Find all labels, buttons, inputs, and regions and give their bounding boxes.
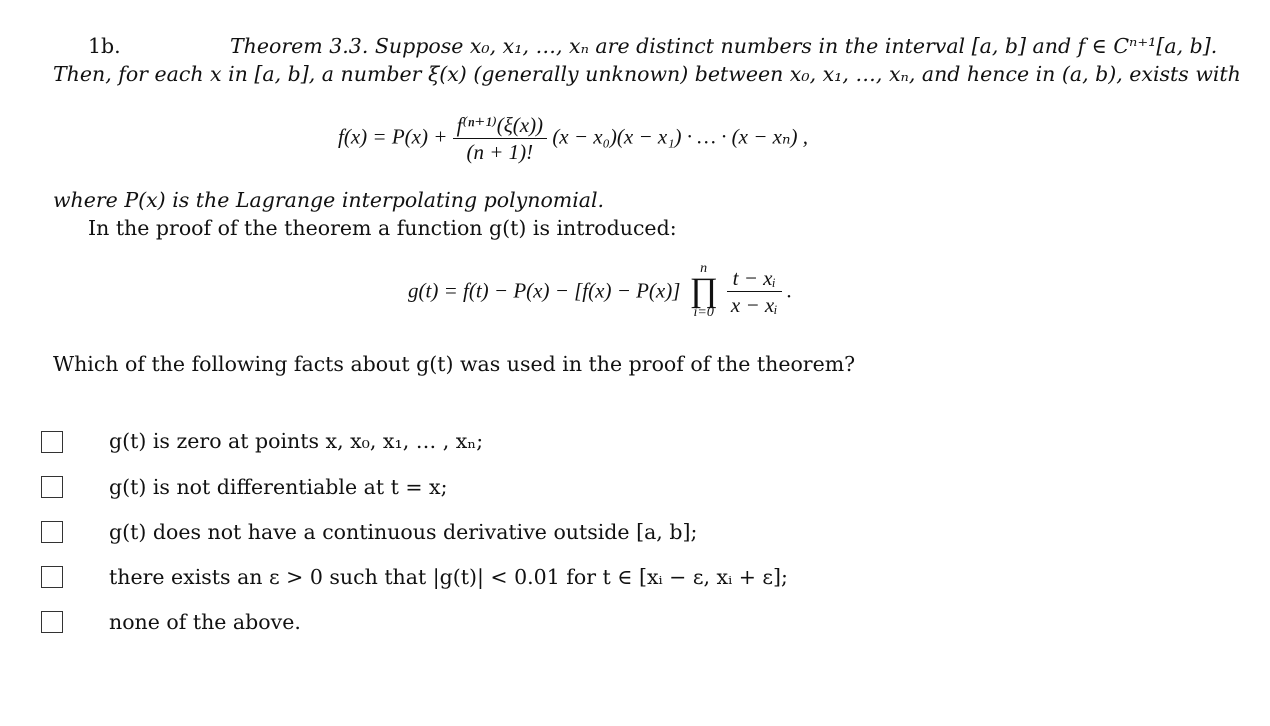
formula2-lhs: g(t) = f(t) − P(x) − [f(x) − P(x)]: [408, 278, 681, 303]
problem-number: 1b.: [88, 34, 121, 58]
formula1-denominator: (n + 1)!: [466, 140, 534, 164]
option-2-label: g(t) is not differentiable at t = x;: [109, 475, 448, 499]
product-lower-limit: i=0: [693, 305, 714, 320]
theorem-line-2: Then, for each x in [a, b], a number ξ(x) (generally unknown) between x₀, x₁, …, xₙ, and hence in (a, b), exists with: [53, 62, 1241, 86]
formula-g-definition: [408, 262, 792, 320]
formula2-denominator: x − xᵢ: [730, 292, 778, 317]
proof-intro: In the proof of the theorem a function g(t) is introduced:: [88, 216, 677, 240]
formula2-numerator: t − xᵢ: [727, 265, 782, 292]
product-upper-limit: n: [700, 261, 708, 276]
option-4-checkbox[interactable]: [41, 566, 63, 588]
product-operator: [690, 262, 718, 320]
option-1-label: g(t) is zero at points x, x₀, x₁, … , xₙ;: [109, 429, 484, 453]
formula1-fraction: [453, 112, 547, 165]
formula1-numerator: f⁽ⁿ⁺¹⁾(ξ(x)): [453, 112, 547, 139]
option-4-label: there exists an ε > 0 such that |g(t)| < 0.01 for t ∈ [xᵢ − ε, xᵢ + ε];: [109, 565, 788, 589]
formula-lagrange-error: [338, 112, 808, 165]
option-5-checkbox[interactable]: [41, 611, 63, 633]
option-3-label: g(t) does not have a continuous derivative outside [a, b];: [109, 520, 698, 544]
option-2-checkbox[interactable]: [41, 476, 63, 498]
option-5-label: none of the above.: [109, 610, 301, 634]
question-text: Which of the following facts about g(t) was used in the proof of the theorem?: [53, 352, 856, 376]
formula1-rhs: (x − x₀)(x − x₁) · … · (x − xₙ) ,: [552, 124, 808, 149]
theorem-line-1: Theorem 3.3. Suppose x₀, x₁, …, xₙ are distinct numbers in the interval [a, b] and f ∈ Cⁿ⁺¹[a, b].: [230, 34, 1218, 58]
option-1-checkbox[interactable]: [41, 431, 63, 453]
formula2-fraction: [727, 265, 782, 318]
product-symbol: ∏: [689, 272, 718, 309]
formula2-tail: .: [786, 278, 793, 303]
option-3-checkbox[interactable]: [41, 521, 63, 543]
formula1-lhs: f(x) = P(x) +: [338, 124, 448, 149]
theorem-line-3: where P(x) is the Lagrange interpolating polynomial.: [53, 188, 605, 212]
